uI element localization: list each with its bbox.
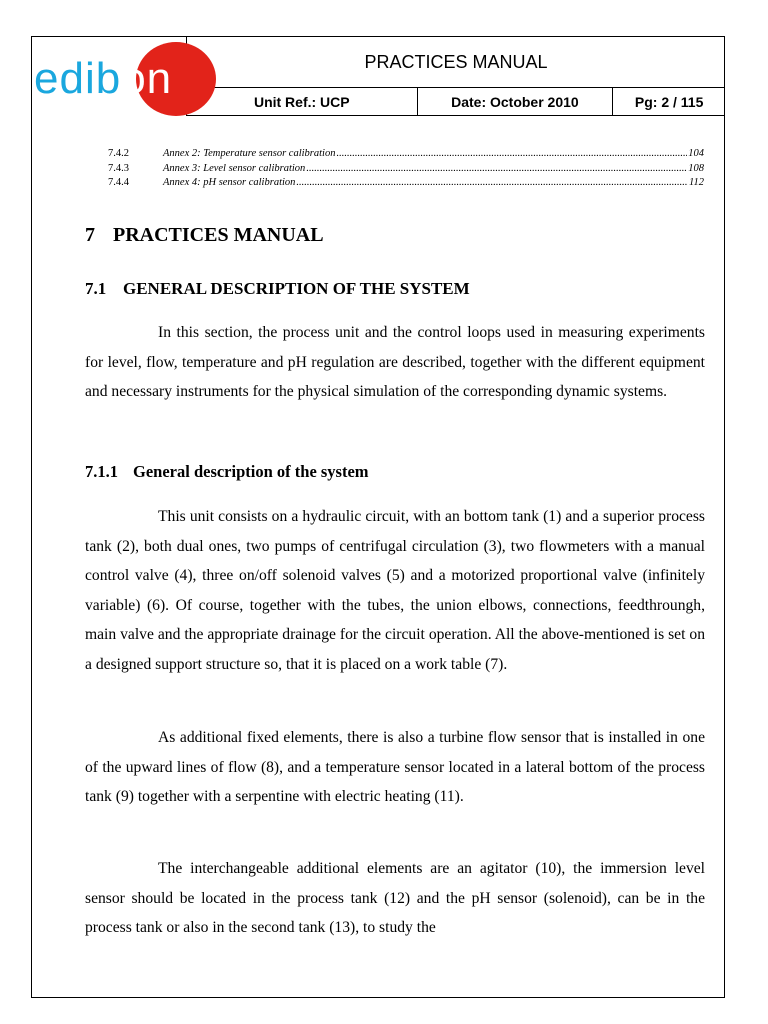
subsection-title: GENERAL DESCRIPTION OF THE SYSTEM [123,279,470,298]
toc-entry-title: Annex 2: Temperature sensor calibration [163,148,336,159]
table-of-contents [108,148,704,192]
toc-entry[interactable] [108,163,704,178]
edibon-logo [32,37,186,117]
header-title [186,37,725,87]
subsubsection-heading [85,462,369,482]
subsection-number: 7.1 [85,279,107,298]
body-paragraph: The interchangeable additional elements are an agitator (10), the immersion level sensor should be located in the process tank (12) and the pH sensor (solenoid), can be in the process tank or also in the second tank (13), to study the [85,860,705,936]
subsubsection-title: General description of the system [133,462,369,481]
toc-leader-dots [336,148,687,159]
toc-entry-number: 7.4.3 [108,162,129,174]
toc-entry-page: 104 [688,148,704,159]
toc-entry[interactable] [108,177,704,192]
toc-entry-number: 7.4.2 [108,148,129,159]
logo-text-accent: on [121,54,173,103]
section-number: 7 [85,224,95,246]
header-title-text: PRACTICES MANUAL [364,51,548,72]
header-page-number: Pg: 2 / 115 [634,93,704,110]
toc-leader-dots [296,177,688,188]
toc-entry[interactable] [108,148,704,163]
toc-entry-title: Annex 3: Level sensor calibration [163,162,306,174]
section-heading [85,224,324,247]
body-paragraph: As additional fixed elements, there is also a turbine flow sensor that is installed in one of the upward lines of flow (8), and a temperature sensor located in a lateral bottom of the process tank (9) together with a serpentine with electric heating (11). [85,729,705,805]
logo-text-main: edib [34,54,122,103]
subsubsection-number: 7.1.1 [85,462,118,481]
section-title: PRACTICES MANUAL [113,224,324,246]
toc-entry-title: Annex 4: pH sensor calibration [163,177,296,188]
toc-entry-number: 7.4.4 [108,177,129,188]
header-info-row [186,87,725,116]
body-paragraph: In this section, the process unit and the control loops used in measuring experiments for level, flow, temperature and pH regulation are described, together with the different equipment and necessary instruments for the physical simulation of the corresponding dynamic systems. [85,324,705,400]
subsection-heading [85,279,470,299]
logo-wordmark [34,54,173,103]
toc-entry-page: 108 [688,162,704,174]
toc-leader-dots [306,163,687,174]
toc-entry-page: 112 [689,177,704,188]
header-date: Date: October 2010 [418,88,614,115]
body-paragraph: This unit consists on a hydraulic circuit, with an bottom tank (1) and a superior process tank (2), both dual ones, two pumps of centrifugal circulation (3), two flowmeters with a manual control valve (4), three on/off solenoid valves (5) and a motorized proportional valve (infinitely variable) (6). Of course, together with the tubes, the union elbows, connections, feedthroungh, main valve and the appropriate drainage for the circuit operation. All the above-mentioned is set on a designed support structure so, that it is placed on a work table (7). [85,508,705,673]
header-unit-ref: Unit Ref.: UCP [187,88,418,115]
